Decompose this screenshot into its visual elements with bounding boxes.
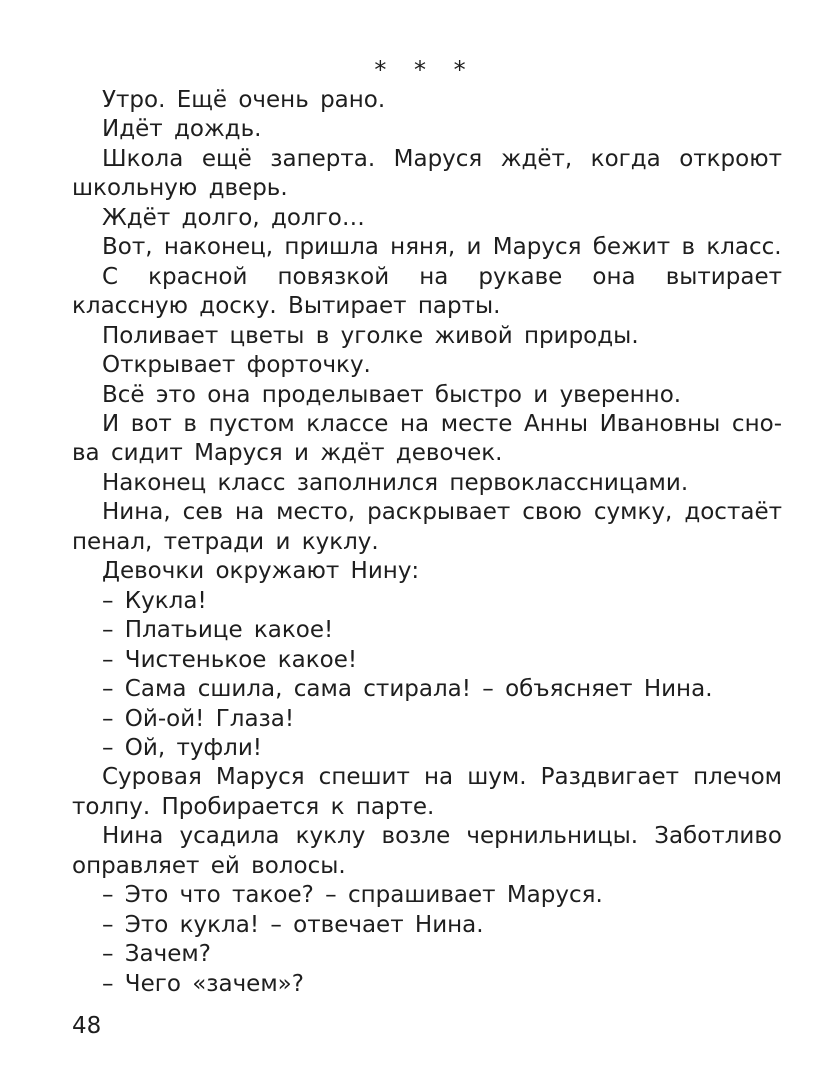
dialogue-line: – Ой-ой! Глаза! (102, 705, 295, 732)
paragraph: Ждёт долго, долго… (102, 204, 365, 231)
dialogue-line: – Платьице какое! (102, 617, 334, 644)
paragraph: Нина усадила куклу возле чернильницы. Заботливо оправляет ей волосы. (72, 823, 782, 879)
paragraph: Открывает форточку. (102, 352, 371, 379)
page-number: 48 (72, 1013, 102, 1039)
story-text (72, 86, 782, 999)
dialogue-line: – Чего «зачем»? (102, 970, 304, 997)
dialogue-line: – Это что такое? – спрашивает Маруся. (102, 882, 603, 909)
dialogue-line: – Кукла! (102, 587, 207, 614)
paragraph: Всё это она проделывает быстро и уверенно. (102, 381, 682, 408)
paragraph: Поливает цветы в уголке живой природы. (102, 322, 639, 349)
dialogue-line: – Чистенькое какое! (102, 646, 358, 673)
paragraph: Наконец класс заполнился первоклассницами. (102, 469, 689, 496)
paragraph: Суровая Маруся спешит на шум. Раздвигает плечом толпу. Пробирается к парте. (72, 764, 782, 820)
dialogue-line: – Сама сшила, сама стирала! – объясняет Нина. (102, 676, 713, 703)
paragraph: Девочки окружают Нину: (102, 558, 420, 585)
dialogue-line: – Зачем? (102, 941, 211, 968)
paragraph: Вот, наконец, пришла няня, и Маруся бежит в класс. (102, 234, 782, 261)
paragraph: Утро. Ещё очень рано. (102, 87, 386, 113)
dialogue-line: – Ой, туфли! (102, 734, 263, 761)
paragraph: Нина, сев на место, раскрывает свою сумку, достаёт пенал, тетради и куклу. (72, 499, 782, 555)
paragraph: С красной повязкой на рукаве она вытирает классную доску. Вытирает парты. (72, 263, 782, 320)
paragraph: И вот в пустом классе на месте Анны Ивановны снова сидит Маруся и ждёт девочек. (72, 410, 782, 467)
paragraph: Школа ещё заперта. Маруся ждёт, когда откроют школьную дверь. (72, 145, 782, 202)
dialogue-line: – Это кукла! – отвечает Нина. (102, 911, 484, 938)
section-separator: * * * (374, 56, 476, 84)
paragraph: Идёт дождь. (102, 116, 262, 143)
